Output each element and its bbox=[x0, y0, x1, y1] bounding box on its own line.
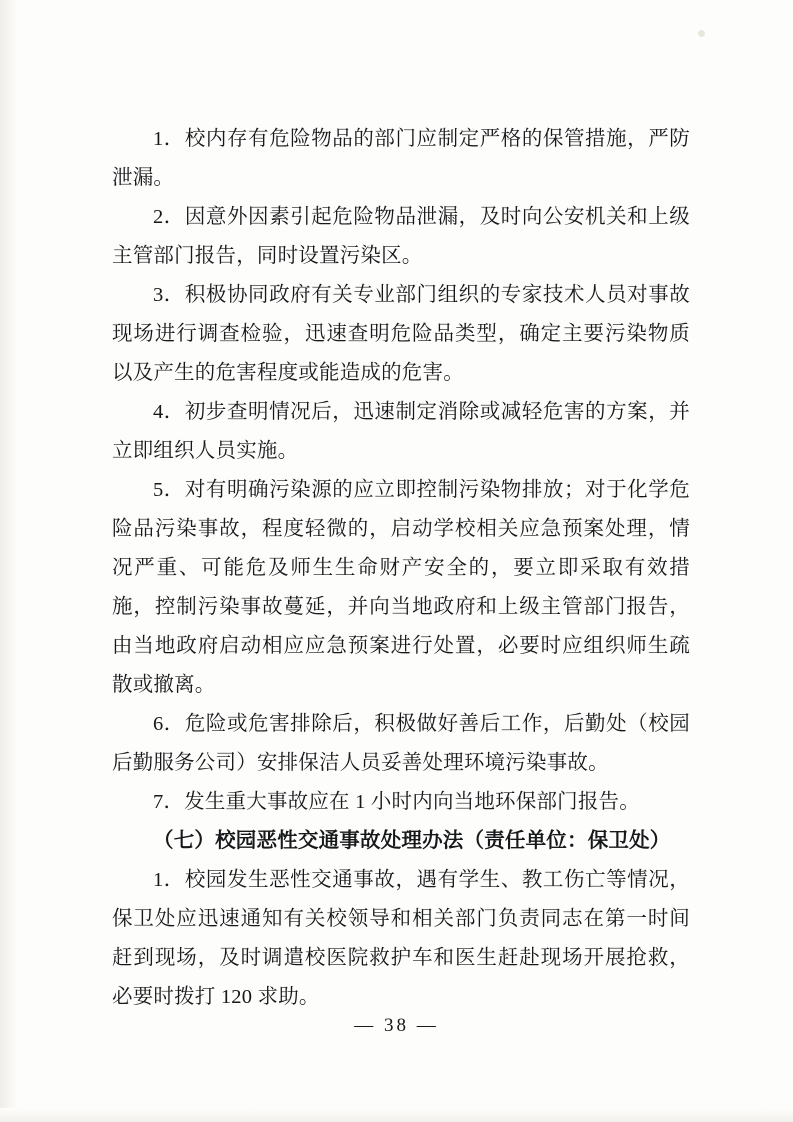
paragraph-1: 1．校内存有危险物品的部门应制定严格的保管措施，严防泄漏。 bbox=[112, 128, 690, 189]
section-heading-7: （七）校园恶性交通事故处理办法（责任单位：保卫处） bbox=[153, 830, 671, 852]
paragraph-6: 6．危险或危害排除后，积极做好善后工作，后勤处（校园后勤服务公司）安排保洁人员妥善处理环境污染事故。 bbox=[112, 713, 690, 774]
paragraph-3: 3．积极协同政府有关专业部门组织的专家技术人员对事故现场进行调查检验，迅速查明危险品类型，确定主要污染物质以及产生的危害程度或能造成的危害。 bbox=[112, 284, 690, 384]
page-left-edge-shading bbox=[0, 0, 18, 1122]
page-bottom-edge-shading bbox=[0, 1108, 793, 1122]
page-corner-mark bbox=[698, 30, 705, 37]
document-body bbox=[112, 120, 690, 1017]
paragraph-9: 1．校园发生恶性交通事故，遇有学生、教工伤亡等情况，保卫处应迅速通知有关校领导和相关部门负责同志在第一时间赶到现场，及时调遣校医院救护车和医生赶赴现场开展抢救，必要时拨打 120 求助。 bbox=[112, 869, 690, 1008]
page-number: — 38 — bbox=[354, 1015, 439, 1036]
paragraph-4: 4．初步查明情况后，迅速制定消除或减轻危害的方案，并立即组织人员实施。 bbox=[112, 401, 690, 462]
paragraph-7: 7．发生重大事故应在 1 小时内向当地环保部门报告。 bbox=[153, 791, 640, 813]
paragraph-2: 2．因意外因素引起危险物品泄漏，及时向公安机关和上级主管部门报告，同时设置污染区。 bbox=[112, 206, 690, 267]
paragraph-5: 5．对有明确污染源的应立即控制污染物排放；对于化学危险品污染事故，程度轻微的，启动学校相关应急预案处理，情况严重、可能危及师生生命财产安全的，要立即采取有效措施，控制污染事故蔓延，并向当地政府和上级主管部门报告，由当地政府启动相应应急预案进行处置，必要时应组织师生疏散或撤离。 bbox=[112, 479, 690, 696]
